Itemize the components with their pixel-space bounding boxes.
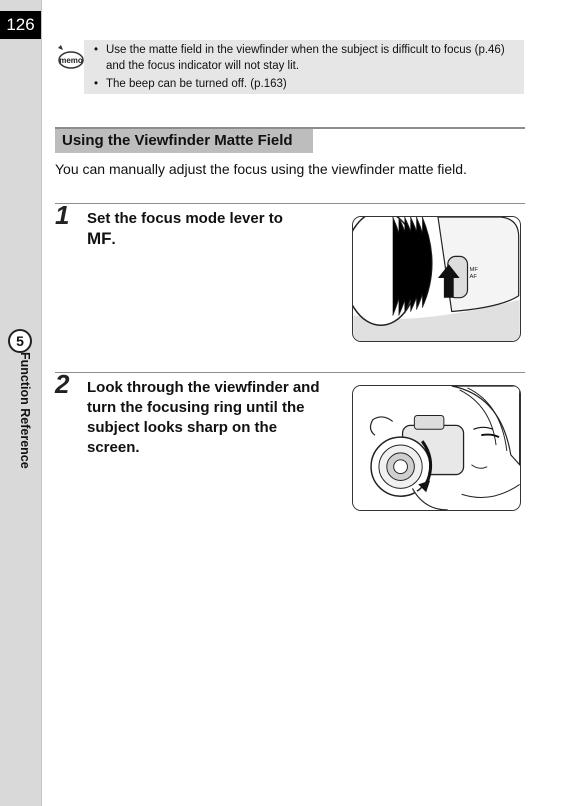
step-number: 1 (55, 200, 70, 230)
section-heading: Using the Viewfinder Matte Field (55, 129, 313, 153)
page-number: 126 (0, 11, 41, 39)
lever-af-label: AF (469, 274, 477, 281)
memo-item: • The beep can be turned off. (p.163) (94, 77, 519, 93)
memo-item: • Use the matte field in the viewfinder when the subject is difficult to focus (p.46) and the focus indicator will not stay lit. (94, 43, 519, 74)
person-camera-drawing (353, 386, 520, 510)
lever-mf-label: MF (469, 267, 478, 274)
step-text: Set the focus mode lever to (87, 210, 283, 227)
chapter-sidebar (0, 0, 42, 806)
step-suffix: . (111, 231, 116, 248)
mf-emphasis: MF (87, 229, 112, 248)
chapter-number-badge: 5 (8, 329, 32, 353)
step-instruction: Look through the viewfinder and turn the focusing ring until the subject looks sharp on the screen. (87, 379, 320, 456)
step-instruction (87, 209, 337, 250)
memo-list (94, 43, 519, 96)
chapter-title: Function Reference (18, 352, 32, 469)
viewfinder-illustration (352, 385, 521, 511)
step-number: 2 (55, 369, 70, 399)
step-divider (55, 372, 525, 373)
section-intro: You can manually adjust the focus using the viewfinder matte field. (55, 161, 467, 177)
lever-illustration (352, 216, 521, 342)
memo-icon (54, 44, 84, 70)
step-divider (55, 203, 525, 204)
lens-lever-drawing (353, 217, 520, 341)
memo-icon-label: memo (59, 56, 83, 65)
